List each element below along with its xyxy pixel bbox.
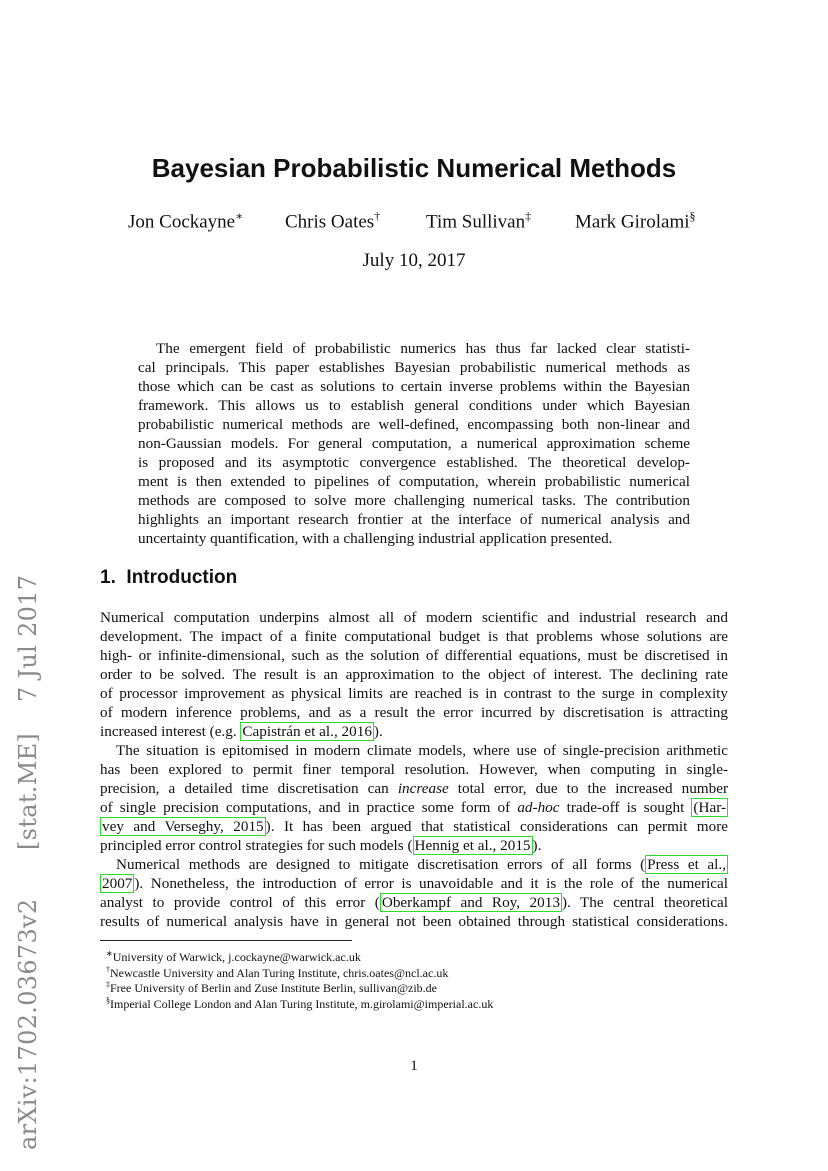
body-text: principled error control strategies for such models ( [100,837,413,854]
footnote [106,946,361,962]
body-text: increased interest (e.g. [100,723,241,740]
abstract-line: probabilistic numerical methods are well-defined, encompassing both non-linear and [138,416,690,433]
body-line: high- or infinite-dimensional, such as the solution of differential equations, must be discretised in [100,647,728,664]
abstract-line: those which can be cast as solutions to certain inverse problems within the Bayesian [138,378,690,395]
emphasis-text: ad-hoc [517,799,560,816]
body-text: trade-off is sought [559,799,692,816]
citation-link-harvey[interactable]: (Har- [693,799,726,816]
body-line [116,855,728,874]
abstract-line: highlights an important research frontier at the interface of numerical analysis and [138,511,690,528]
body-line [100,893,728,912]
body-line: has been explored to permit finer temporal resolution. However, when computing in single- [100,761,728,778]
author-name: Jon Cockayne [128,211,236,233]
body-line: of processor improvement as physical limits are reached is in contrast to the surge in complexity [100,685,728,702]
arxiv-sidebar-stamp [14,30,54,1150]
page-number: 1 [410,1058,418,1074]
abstract-line: non-Gaussian models. For general computation, a numerical approximation scheme [138,435,690,452]
body-line [100,779,728,798]
footnote-mark: ‡ [106,980,110,989]
section-number: 1. [100,567,116,588]
body-line: of modern inference problems, and as a result the error incurred by discretisation is attracting [100,704,728,721]
body-text: ). Nonetheless, the introduction of error is unavoidable and it is the role of the numerical [134,875,728,892]
citation-link-capistran[interactable]: Capistrán et al., 2016 [242,723,372,740]
author-mark: † [374,209,381,223]
body-line [100,722,728,741]
body-text: total error, due to the increased number [448,780,729,797]
abstract-line: uncertainty quantification, with a challenging industrial application presented. [138,530,613,547]
abstract-line: is proposed and its asymptotic convergence established. The theoretical develop- [138,454,690,471]
author-2 [285,209,380,233]
footnote-text: Imperial College London and Alan Turing Institute, m.girolami@imperial.ac.uk [110,997,494,1011]
section-title: Introduction [126,567,238,588]
abstract-line: framework. This allows us to establish general conditions under which Bayesian [138,397,690,414]
author-name: Mark Girolami [575,211,690,233]
author-1 [128,209,243,233]
author-name: Tim Sullivan [426,211,526,233]
body-text: of single precision computations, and in practice some form of [100,799,518,816]
author-4 [575,209,696,233]
footnote-text: Free University of Berlin and Zuse Institute Berlin, sullivan@zib.de [110,981,437,995]
section-heading [100,567,237,589]
body-text: ). [532,837,542,854]
arxiv-date: 7 Jul 2017 [14,574,42,702]
footnote-mark: ∗ [106,949,113,958]
publication-date: July 10, 2017 [362,250,466,271]
footnote [106,993,493,1009]
author-name: Chris Oates [285,211,375,233]
body-text: ). The central theoretical [561,894,729,911]
arxiv-id: arXiv:1702.03673v2 [14,898,42,1150]
abstract-line: ment is then extended to pipelines of computation, wherein probabilistic numerical [138,473,690,490]
body-line [100,836,728,855]
abstract-line: methods are composed to solve more challenging numerical tasks. The contribution [138,492,690,509]
body-line [100,874,728,893]
author-3 [426,209,531,233]
abstract-line: cal principals. This paper establishes Bayesian probabilistic numerical methods as [138,359,690,376]
footnote-mark: † [106,965,110,974]
footnote [106,977,437,993]
body-text: precision, a detailed time discretisation can [100,780,398,797]
emphasis-text: increase [397,780,449,797]
body-text: analyst to provide control of this error ( [100,894,380,911]
paper-title: Bayesian Probabilistic Numerical Methods [151,153,677,183]
arxiv-category: [stat.ME] [14,732,42,850]
footnote-mark: § [106,996,110,1005]
citation-link-press[interactable]: Press et al., [647,856,726,873]
body-text: ). [373,723,383,740]
body-line [100,817,728,836]
abstract-line: The emergent field of probabilistic numerics has thus far lacked clear statisti- [156,340,690,357]
footnote-divider [100,940,352,941]
author-mark: ‡ [525,209,532,223]
footnote-text: Newcastle University and Alan Turing Institute, chris.oates@ncl.ac.uk [110,966,449,980]
footnote [106,962,448,978]
citation-link-oberkampf[interactable]: Oberkampf and Roy, 2013 [381,894,560,911]
author-mark: ∗ [235,209,244,223]
citation-link-hennig[interactable]: Hennig et al., 2015 [414,837,531,854]
footnote-text: University of Warwick, j.cockayne@warwick.ac.uk [112,950,361,964]
body-line: order to be solved. The result is an approximation to the object of interest. The declining rate [100,666,728,683]
body-line: The situation is epitomised in modern climate models, where use of single-precision arithmetic [116,742,728,759]
body-text: ). It has been argued that statistical considerations can permit more [265,818,729,835]
body-text: Numerical methods are designed to mitigate discretisation errors of all forms ( [116,856,646,873]
citation-link-harvey[interactable]: vey and Verseghy, 2015 [102,818,264,835]
body-line: development. The impact of a finite computational budget is that problems whose solutions are [100,628,728,645]
body-line: Numerical computation underpins almost all of modern scientific and industrial research and [100,609,728,626]
body-line: results of numerical analysis have in general not been obtained through statistical considerations. [100,913,728,930]
body-line [100,798,728,817]
author-mark: § [689,209,696,223]
citation-link-press[interactable]: 2007 [102,875,133,892]
